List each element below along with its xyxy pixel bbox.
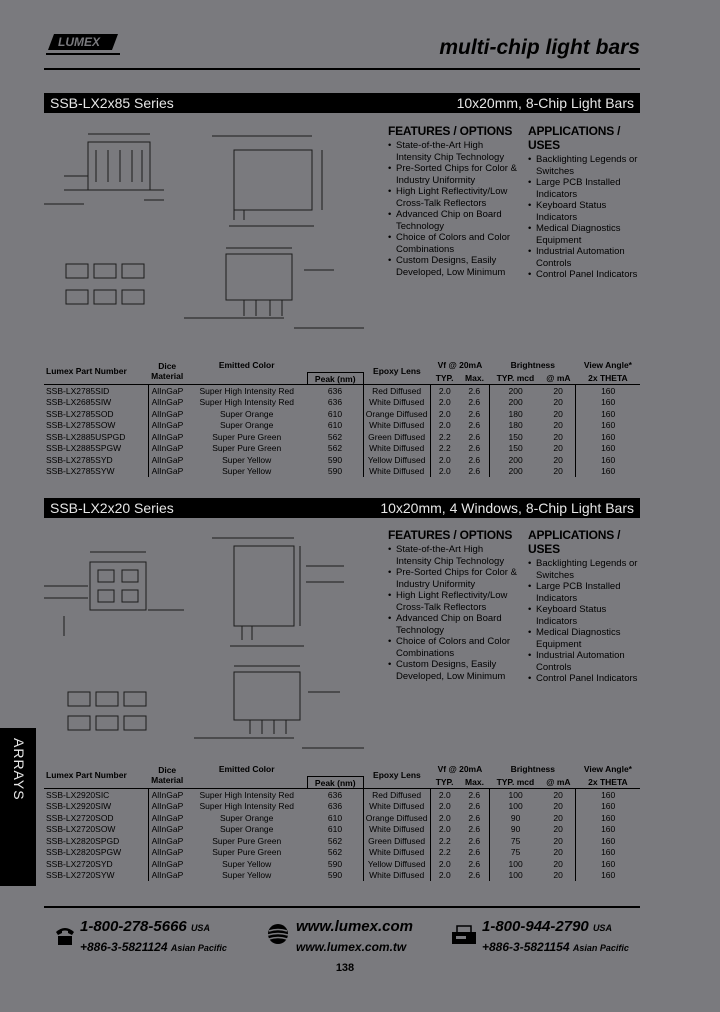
- cell-view-angle: 160: [576, 824, 640, 836]
- cell-part-number: SSB-LX2820SPGD: [46, 835, 120, 846]
- cell-brightness-ma: 20: [553, 443, 563, 454]
- cell-brightness-typ: 150: [490, 431, 541, 443]
- cell-peak-wavelength: 590: [327, 870, 343, 881]
- feature-item: • Choice of Colors and Color Combinations: [388, 232, 518, 255]
- application-item: • Keyboard Status Indicators: [528, 604, 640, 627]
- col-emitted-color: Emitted Color: [218, 360, 275, 371]
- cell-part-number: SSB-LX2785SID: [44, 385, 148, 397]
- col-vf-max: Max.: [465, 373, 484, 384]
- cell-vf-max: 2.6: [468, 420, 481, 431]
- cell-epoxy-lens: Green Diffused: [363, 431, 430, 443]
- cell-brightness-typ: 180: [490, 408, 541, 420]
- col-dice-material: Dice Material: [151, 765, 184, 785]
- cell-part-number: SSB-LX2785SYD: [46, 454, 113, 465]
- cell-brightness-typ: 75: [490, 835, 541, 847]
- cell-view-angle: 160: [576, 835, 640, 847]
- application-item: • Industrial Automation Controls: [528, 650, 640, 673]
- applications-title: APPLICATIONS / USES: [528, 124, 621, 152]
- spec-table-1: [44, 358, 640, 477]
- cell-brightness-ma: 20: [553, 858, 563, 869]
- cell-part-number: SSB-LX2785SYW: [46, 466, 115, 477]
- cell-peak-wavelength: 610: [327, 408, 343, 419]
- cell-peak-wavelength: 590: [327, 858, 343, 869]
- header-rule: [44, 68, 640, 70]
- cell-epoxy-lens: White Diffused: [363, 801, 430, 813]
- cell-emitted-color: Super Orange: [219, 420, 274, 431]
- cell-view-angle: 160: [576, 801, 640, 813]
- col-theta: 2x THETA: [588, 777, 628, 788]
- cell-vf-max: 2.6: [459, 385, 490, 397]
- table-row: [44, 420, 640, 432]
- cell-epoxy-lens: Red Diffused: [363, 789, 430, 801]
- application-item: • Large PCB Installed Indicators: [528, 177, 640, 200]
- col-vf: Vf @ 20mA: [437, 360, 483, 371]
- cell-vf-typ: 2.0: [430, 420, 459, 432]
- features-title: FEATURES / OPTIONS: [388, 124, 513, 138]
- series-description: 10x20mm, 4 Windows, 8-Chip Light Bars: [380, 500, 634, 516]
- cell-part-number: SSB-LX2885SPGW: [46, 443, 122, 454]
- cell-dice-material: AlInGaP: [148, 789, 186, 801]
- cell-part-number: SSB-LX2685SIW: [46, 397, 112, 408]
- col-peak: Peak (nm): [307, 373, 363, 385]
- application-item: • Medical Diagnostics Equipment: [528, 223, 640, 246]
- cell-vf-typ: 2.0: [430, 466, 459, 478]
- cell-epoxy-lens: White Diffused: [363, 443, 430, 455]
- cell-brightness-typ: 150: [490, 443, 541, 455]
- feature-item: • Pre-Sorted Chips for Color & Industry Uniformity: [388, 163, 518, 186]
- cell-epoxy-lens: White Diffused: [363, 466, 430, 478]
- cell-vf-typ: 2.2: [430, 847, 459, 859]
- cell-dice-material: AlInGaP: [148, 835, 186, 847]
- application-item: • Backlighting Legends or Switches: [528, 558, 640, 581]
- dimension-drawing-1: [44, 120, 384, 350]
- col-part-number: Lumex Part Number: [46, 366, 127, 376]
- spec-table-2: [44, 762, 640, 881]
- cell-peak-wavelength: 562: [327, 835, 343, 846]
- cell-vf-max: 2.6: [468, 824, 481, 835]
- table-row: [44, 431, 640, 443]
- col-br-ma: @ mA: [546, 777, 571, 788]
- cell-vf-typ: 2.0: [430, 385, 459, 397]
- phone-region: Asian Pacific: [170, 943, 227, 953]
- cell-dice-material: AlInGaP: [148, 385, 186, 397]
- cell-vf-typ: 2.2: [430, 431, 459, 443]
- phone-asia-1: [80, 940, 227, 954]
- cell-peak-wavelength: 590: [327, 466, 343, 477]
- cell-view-angle: 160: [576, 385, 640, 397]
- cell-vf-typ: 2.0: [430, 454, 459, 466]
- cell-dice-material: AlInGaP: [148, 454, 186, 466]
- cell-emitted-color: Super High Intensity Red: [199, 397, 294, 408]
- cell-dice-material: AlInGaP: [148, 408, 186, 420]
- cell-peak-wavelength: 636: [307, 385, 363, 397]
- cell-vf-max: 2.6: [459, 789, 490, 801]
- col-brightness: Brightness: [510, 764, 556, 775]
- cell-part-number: SSB-LX2820SPGW: [46, 847, 122, 858]
- cell-brightness-ma: 20: [553, 408, 563, 419]
- cell-view-angle: 160: [576, 858, 640, 870]
- cell-vf-typ: 2.0: [430, 397, 459, 409]
- cell-vf-typ: 2.0: [430, 858, 459, 870]
- col-vf-typ: TYP.: [435, 777, 454, 788]
- table-row: [44, 789, 640, 801]
- phone-region: USA: [592, 923, 612, 933]
- table-row: [44, 801, 640, 813]
- cell-peak-wavelength: 636: [307, 789, 363, 801]
- cell-peak-wavelength: 590: [327, 454, 343, 465]
- feature-item: • Advanced Chip on Board Technology: [388, 209, 518, 232]
- cell-vf-max: 2.6: [468, 466, 481, 477]
- cell-emitted-color: Super Orange: [219, 824, 274, 835]
- series-name: SSB-LX2x20 Series: [50, 500, 174, 516]
- cell-dice-material: AlInGaP: [148, 858, 186, 870]
- cell-view-angle: 160: [576, 420, 640, 432]
- cell-view-angle: 160: [576, 847, 640, 859]
- cell-view-angle: 160: [576, 408, 640, 420]
- cell-part-number: SSB-LX2920SIW: [46, 801, 112, 812]
- cell-epoxy-lens: White Diffused: [363, 397, 430, 409]
- col-vf-typ: TYP.: [435, 373, 454, 384]
- cell-vf-max: 2.6: [468, 397, 481, 408]
- phone-usa-1: [80, 918, 210, 935]
- cell-view-angle: 160: [576, 443, 640, 455]
- cell-epoxy-lens: Green Diffused: [363, 835, 430, 847]
- application-item: • Control Panel Indicators: [528, 673, 640, 685]
- feature-item: • State-of-the-Art High Intensity Chip Technology: [388, 544, 518, 567]
- table-row: [44, 397, 640, 409]
- website-link-tw[interactable]: www.lumex.com.tw: [296, 940, 407, 954]
- cell-peak-wavelength: 562: [327, 431, 343, 442]
- cell-emitted-color: Super Orange: [219, 408, 274, 419]
- page-number: 138: [335, 962, 355, 974]
- cell-dice-material: AlInGaP: [148, 870, 186, 882]
- footer-rule: [44, 906, 640, 908]
- table-row: [44, 466, 640, 478]
- feature-item: • State-of-the-Art High Intensity Chip Technology: [388, 140, 518, 163]
- phone-asia-2: [482, 940, 629, 954]
- page-title: multi-chip light bars: [439, 36, 640, 59]
- col-view-angle: View Angle*: [583, 764, 632, 775]
- cell-vf-max: 2.6: [468, 847, 481, 858]
- cell-emitted-color: Super High Intensity Red: [186, 789, 307, 801]
- col-br-typ: TYP. mcd: [496, 777, 535, 788]
- cell-vf-max: 2.6: [468, 454, 481, 465]
- cell-epoxy-lens: White Diffused: [363, 870, 430, 882]
- table-row: [44, 835, 640, 847]
- col-view-angle: View Angle*: [583, 360, 632, 371]
- cell-brightness-ma: 20: [553, 466, 563, 477]
- series-header-1: [44, 93, 640, 113]
- cell-view-angle: 160: [576, 454, 640, 466]
- cell-vf-typ: 2.0: [430, 812, 459, 824]
- series-header-2: [44, 498, 640, 518]
- cell-peak-wavelength: 636: [327, 397, 343, 408]
- cell-dice-material: AlInGaP: [148, 801, 186, 813]
- cell-vf-max: 2.6: [468, 858, 481, 869]
- cell-brightness-ma: 20: [541, 385, 576, 397]
- cell-part-number: SSB-LX2720SYW: [46, 870, 115, 881]
- cell-epoxy-lens: Orange Diffused: [363, 408, 430, 420]
- side-tab-arrays: [0, 728, 36, 886]
- cell-part-number: SSB-LX2720SOD: [46, 812, 114, 823]
- col-epoxy-lens: Epoxy Lens: [373, 366, 421, 376]
- phone-usa-2: [482, 918, 612, 935]
- col-vf: Vf @ 20mA: [437, 764, 483, 775]
- application-item: • Large PCB Installed Indicators: [528, 581, 640, 604]
- cell-brightness-typ: 90: [490, 824, 541, 836]
- cell-brightness-typ: 200: [490, 454, 541, 466]
- cell-part-number: SSB-LX2720SYD: [46, 858, 113, 869]
- cell-brightness-typ: 200: [490, 385, 541, 397]
- cell-brightness-ma: 20: [553, 847, 563, 858]
- fax-icon: [450, 922, 478, 946]
- cell-emitted-color: Super Yellow: [222, 454, 272, 465]
- cell-brightness-ma: 20: [553, 812, 563, 823]
- cell-epoxy-lens: Red Diffused: [363, 385, 430, 397]
- cell-brightness-ma: 20: [553, 454, 563, 465]
- cell-epoxy-lens: Orange Diffused: [363, 812, 430, 824]
- col-br-typ: TYP. mcd: [496, 373, 535, 384]
- cell-vf-typ: 2.0: [430, 870, 459, 882]
- cell-dice-material: AlInGaP: [148, 443, 186, 455]
- table-row: [44, 870, 640, 882]
- feature-item: • High Light Reflectivity/Low Cross-Talk Reflectors: [388, 590, 518, 613]
- cell-peak-wavelength: 562: [327, 847, 343, 858]
- table-row: [44, 847, 640, 859]
- application-item: • Medical Diagnostics Equipment: [528, 627, 640, 650]
- series-name: SSB-LX2x85 Series: [50, 95, 174, 111]
- cell-epoxy-lens: Yellow Diffused: [363, 454, 430, 466]
- col-peak: Peak (nm): [307, 777, 363, 789]
- cell-brightness-typ: 100: [490, 870, 541, 882]
- col-brightness: Brightness: [510, 360, 556, 371]
- cell-dice-material: AlInGaP: [148, 420, 186, 432]
- series-description: 10x20mm, 8-Chip Light Bars: [456, 95, 634, 111]
- cell-part-number: SSB-LX2885USPGD: [46, 431, 126, 442]
- cell-vf-typ: 2.2: [430, 443, 459, 455]
- phone-number: 1-800-944-2790: [482, 918, 589, 935]
- cell-view-angle: 160: [576, 870, 640, 882]
- phone-number: +886-3-5821154: [482, 940, 570, 954]
- cell-brightness-ma: 20: [553, 824, 563, 835]
- cell-emitted-color: Super Pure Green: [212, 443, 282, 454]
- cell-view-angle: 160: [576, 466, 640, 478]
- cell-epoxy-lens: White Diffused: [363, 824, 430, 836]
- cell-dice-material: AlInGaP: [148, 847, 186, 859]
- applications-list-2: [528, 528, 640, 685]
- cell-brightness-typ: 200: [490, 466, 541, 478]
- cell-dice-material: AlInGaP: [148, 824, 186, 836]
- feature-item: • High Light Reflectivity/Low Cross-Talk Reflectors: [388, 186, 518, 209]
- table-row: [44, 408, 640, 420]
- features-title: FEATURES / OPTIONS: [388, 528, 513, 542]
- cell-epoxy-lens: Yellow Diffused: [363, 858, 430, 870]
- cell-vf-max: 2.6: [468, 812, 481, 823]
- features-list-1: [388, 124, 518, 278]
- cell-vf-max: 2.6: [468, 431, 481, 442]
- cell-view-angle: 160: [576, 812, 640, 824]
- applications-title: APPLICATIONS / USES: [528, 528, 621, 556]
- cell-brightness-ma: 20: [553, 431, 563, 442]
- cell-peak-wavelength: 610: [327, 420, 343, 431]
- cell-vf-typ: 2.0: [430, 801, 459, 813]
- cell-emitted-color: Super Yellow: [222, 870, 272, 881]
- cell-vf-max: 2.6: [468, 443, 481, 454]
- application-item: • Industrial Automation Controls: [528, 246, 640, 269]
- cell-part-number: SSB-LX2920SIC: [44, 789, 148, 801]
- cell-dice-material: AlInGaP: [148, 397, 186, 409]
- cell-emitted-color: Super High Intensity Red: [186, 385, 307, 397]
- table-row: [44, 824, 640, 836]
- cell-brightness-ma: 20: [553, 801, 563, 812]
- cell-emitted-color: Super High Intensity Red: [199, 801, 294, 812]
- dimension-drawing-2: [44, 526, 384, 758]
- cell-view-angle: 160: [576, 789, 640, 801]
- cell-emitted-color: Super Pure Green: [212, 847, 282, 858]
- cell-brightness-ma: 20: [541, 789, 576, 801]
- cell-vf-typ: 2.0: [430, 408, 459, 420]
- cell-vf-max: 2.6: [468, 801, 481, 812]
- cell-dice-material: AlInGaP: [148, 431, 186, 443]
- cell-dice-material: AlInGaP: [148, 812, 186, 824]
- globe-icon: [266, 922, 290, 946]
- cell-epoxy-lens: White Diffused: [363, 847, 430, 859]
- cell-vf-max: 2.6: [468, 870, 481, 881]
- cell-brightness-ma: 20: [553, 870, 563, 881]
- cell-brightness-ma: 20: [553, 420, 563, 431]
- phone-region: Asian Pacific: [572, 943, 629, 953]
- cell-epoxy-lens: White Diffused: [363, 420, 430, 432]
- phone-region: USA: [190, 923, 210, 933]
- feature-item: • Advanced Chip on Board Technology: [388, 613, 518, 636]
- table-row: [44, 443, 640, 455]
- cell-dice-material: AlInGaP: [148, 466, 186, 478]
- cell-brightness-typ: 90: [490, 812, 541, 824]
- table-row: [44, 812, 640, 824]
- application-item: • Backlighting Legends or Switches: [528, 154, 640, 177]
- telephone-icon: [52, 922, 78, 948]
- cell-emitted-color: Super Orange: [219, 812, 274, 823]
- side-tab-label: ARRAYS: [11, 738, 27, 801]
- feature-item: • Custom Designs, Easily Developed, Low Minimum: [388, 255, 518, 278]
- cell-view-angle: 160: [576, 431, 640, 443]
- application-item: • Keyboard Status Indicators: [528, 200, 640, 223]
- cell-part-number: SSB-LX2785SOW: [46, 420, 116, 431]
- cell-peak-wavelength: 636: [327, 801, 343, 812]
- applications-list-1: [528, 124, 640, 281]
- phone-number: 1-800-278-5666: [80, 918, 187, 935]
- feature-item: • Pre-Sorted Chips for Color & Industry Uniformity: [388, 567, 518, 590]
- col-br-ma: @ mA: [546, 373, 571, 384]
- col-part-number: Lumex Part Number: [46, 770, 127, 780]
- features-list-2: [388, 528, 518, 682]
- cell-view-angle: 160: [576, 397, 640, 409]
- logo-wordmark: LUMEX: [58, 35, 100, 49]
- cell-emitted-color: Super Pure Green: [212, 431, 282, 442]
- cell-part-number: SSB-LX2785SOD: [46, 408, 114, 419]
- col-vf-max: Max.: [465, 777, 484, 788]
- cell-vf-typ: 2.0: [430, 789, 459, 801]
- phone-number: +886-3-5821124: [80, 940, 168, 954]
- cell-brightness-typ: 75: [490, 847, 541, 859]
- cell-brightness-typ: 100: [490, 858, 541, 870]
- lumex-logo: [44, 30, 122, 56]
- cell-brightness-typ: 100: [490, 789, 541, 801]
- cell-vf-max: 2.6: [468, 408, 481, 419]
- col-emitted-color: Emitted Color: [218, 764, 275, 775]
- feature-item: • Choice of Colors and Color Combinations: [388, 636, 518, 659]
- cell-brightness-ma: 20: [553, 397, 563, 408]
- cell-peak-wavelength: 610: [327, 812, 343, 823]
- cell-vf-typ: 2.0: [430, 824, 459, 836]
- table-row: [44, 454, 640, 466]
- cell-vf-max: 2.6: [468, 835, 481, 846]
- cell-vf-typ: 2.2: [430, 835, 459, 847]
- table-row: [44, 385, 640, 397]
- col-epoxy-lens: Epoxy Lens: [373, 770, 421, 780]
- cell-brightness-ma: 20: [553, 835, 563, 846]
- table-row: [44, 858, 640, 870]
- cell-brightness-typ: 180: [490, 420, 541, 432]
- cell-brightness-typ: 100: [490, 801, 541, 813]
- website-link[interactable]: www.lumex.com: [296, 918, 413, 935]
- cell-emitted-color: Super Yellow: [222, 858, 272, 869]
- feature-item: • Custom Designs, Easily Developed, Low Minimum: [388, 659, 518, 682]
- cell-peak-wavelength: 562: [327, 443, 343, 454]
- col-dice-material: Dice Material: [151, 361, 184, 381]
- cell-emitted-color: Super Pure Green: [212, 835, 282, 846]
- cell-peak-wavelength: 610: [327, 824, 343, 835]
- cell-emitted-color: Super Yellow: [222, 466, 272, 477]
- col-theta: 2x THETA: [588, 373, 628, 384]
- application-item: • Control Panel Indicators: [528, 269, 640, 281]
- cell-part-number: SSB-LX2720SOW: [46, 824, 116, 835]
- cell-brightness-typ: 200: [490, 397, 541, 409]
